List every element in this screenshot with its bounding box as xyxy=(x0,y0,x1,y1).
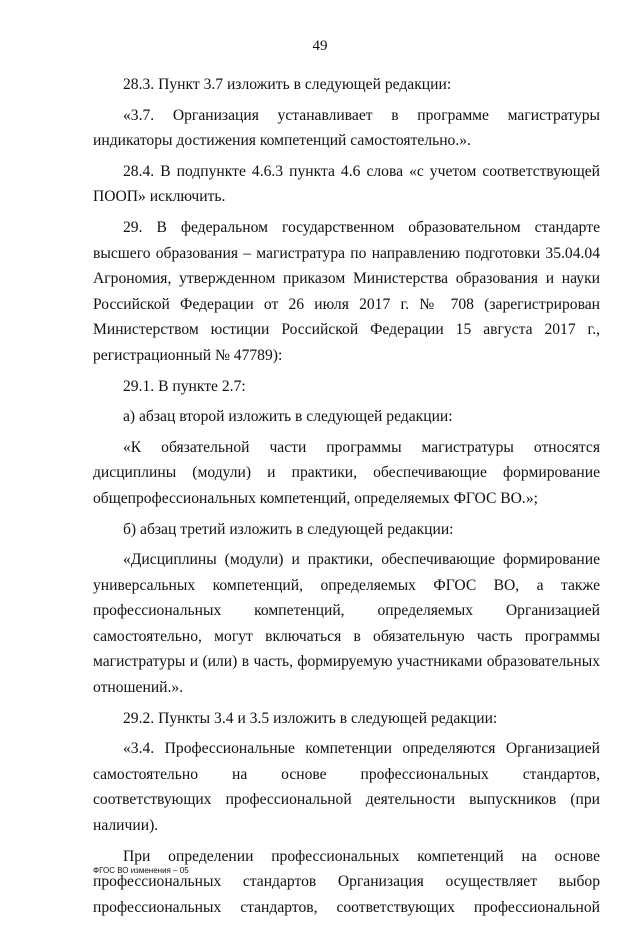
paragraph-professional-standards: При определении профессиональных компетенций на основе профессиональных стандартов Организация осуществляет выбор профессиональных стандартов, соответствующих профессиональной xyxy=(93,847,600,916)
paragraph-28-3: 28.3. Пункт 3.7 изложить в следующей редакции: xyxy=(123,76,452,93)
paragraph-quote-mandatory-part: «К обязательной части программы магистратуры относятся дисциплины (модули) и практики, обеспечивающие формирование общепрофессиональных компетенций, определяемых ФГОС ВО.»; xyxy=(93,438,600,507)
paragraph-quote-3-4: «3.4. Профессиональные компетенции определяются Организацией самостоятельно на основе профессиональных стандартов, соответствующих профессиональной деятельности выпускников (при наличии). xyxy=(93,740,600,835)
paragraph-29-2: 29.2. Пункты 3.4 и 3.5 изложить в следующей редакции: xyxy=(123,709,498,727)
paragraph-quote-disciplines: «Дисциплины (модули) и практики, обеспечивающие формирование универсальных компетенций, определяемых ФГОС ВО, а также профессиональных компетенций, определяемых Организацией самостоятельно, могут включаться в обязательную часть программы магистратуры и (или) в часть, формируемую участниками образовательных отношений.». xyxy=(93,551,600,697)
paragraph-29-1: 29.1. В пункте 2.7: xyxy=(123,377,246,395)
paragraph-item-a: а) абзац второй изложить в следующей редакции: xyxy=(123,408,453,426)
paragraph-29: 29. В федеральном государственном образовательном стандарте высшего образования – магистратура по направлению подготовки 35.04.04 Агрономия, утвержденном приказом Министерства образования и науки Российской Федерации от 26 июля 2017 г. № 708 (зарегистрирован Министерством юстиции Российской Федерации 15 августа 2017 г., регистрационный № 47789): xyxy=(93,218,600,364)
page-number: 49 xyxy=(312,38,328,54)
document-body xyxy=(93,72,600,925)
footer-label: ФГОС ВО изменения – 05 xyxy=(93,866,189,875)
paragraph-quote-3-7: «3.7. Организация устанавливает в программе магистратуры индикаторы достижения компетенций самостоятельно.». xyxy=(93,106,600,150)
paragraph-28-4: 28.4. В подпункте 4.6.3 пункта 4.6 слова «с учетом соответствующей ПООП» исключить. xyxy=(93,162,600,206)
paragraph-item-b: б) абзац третий изложить в следующей редакции: xyxy=(123,520,454,538)
